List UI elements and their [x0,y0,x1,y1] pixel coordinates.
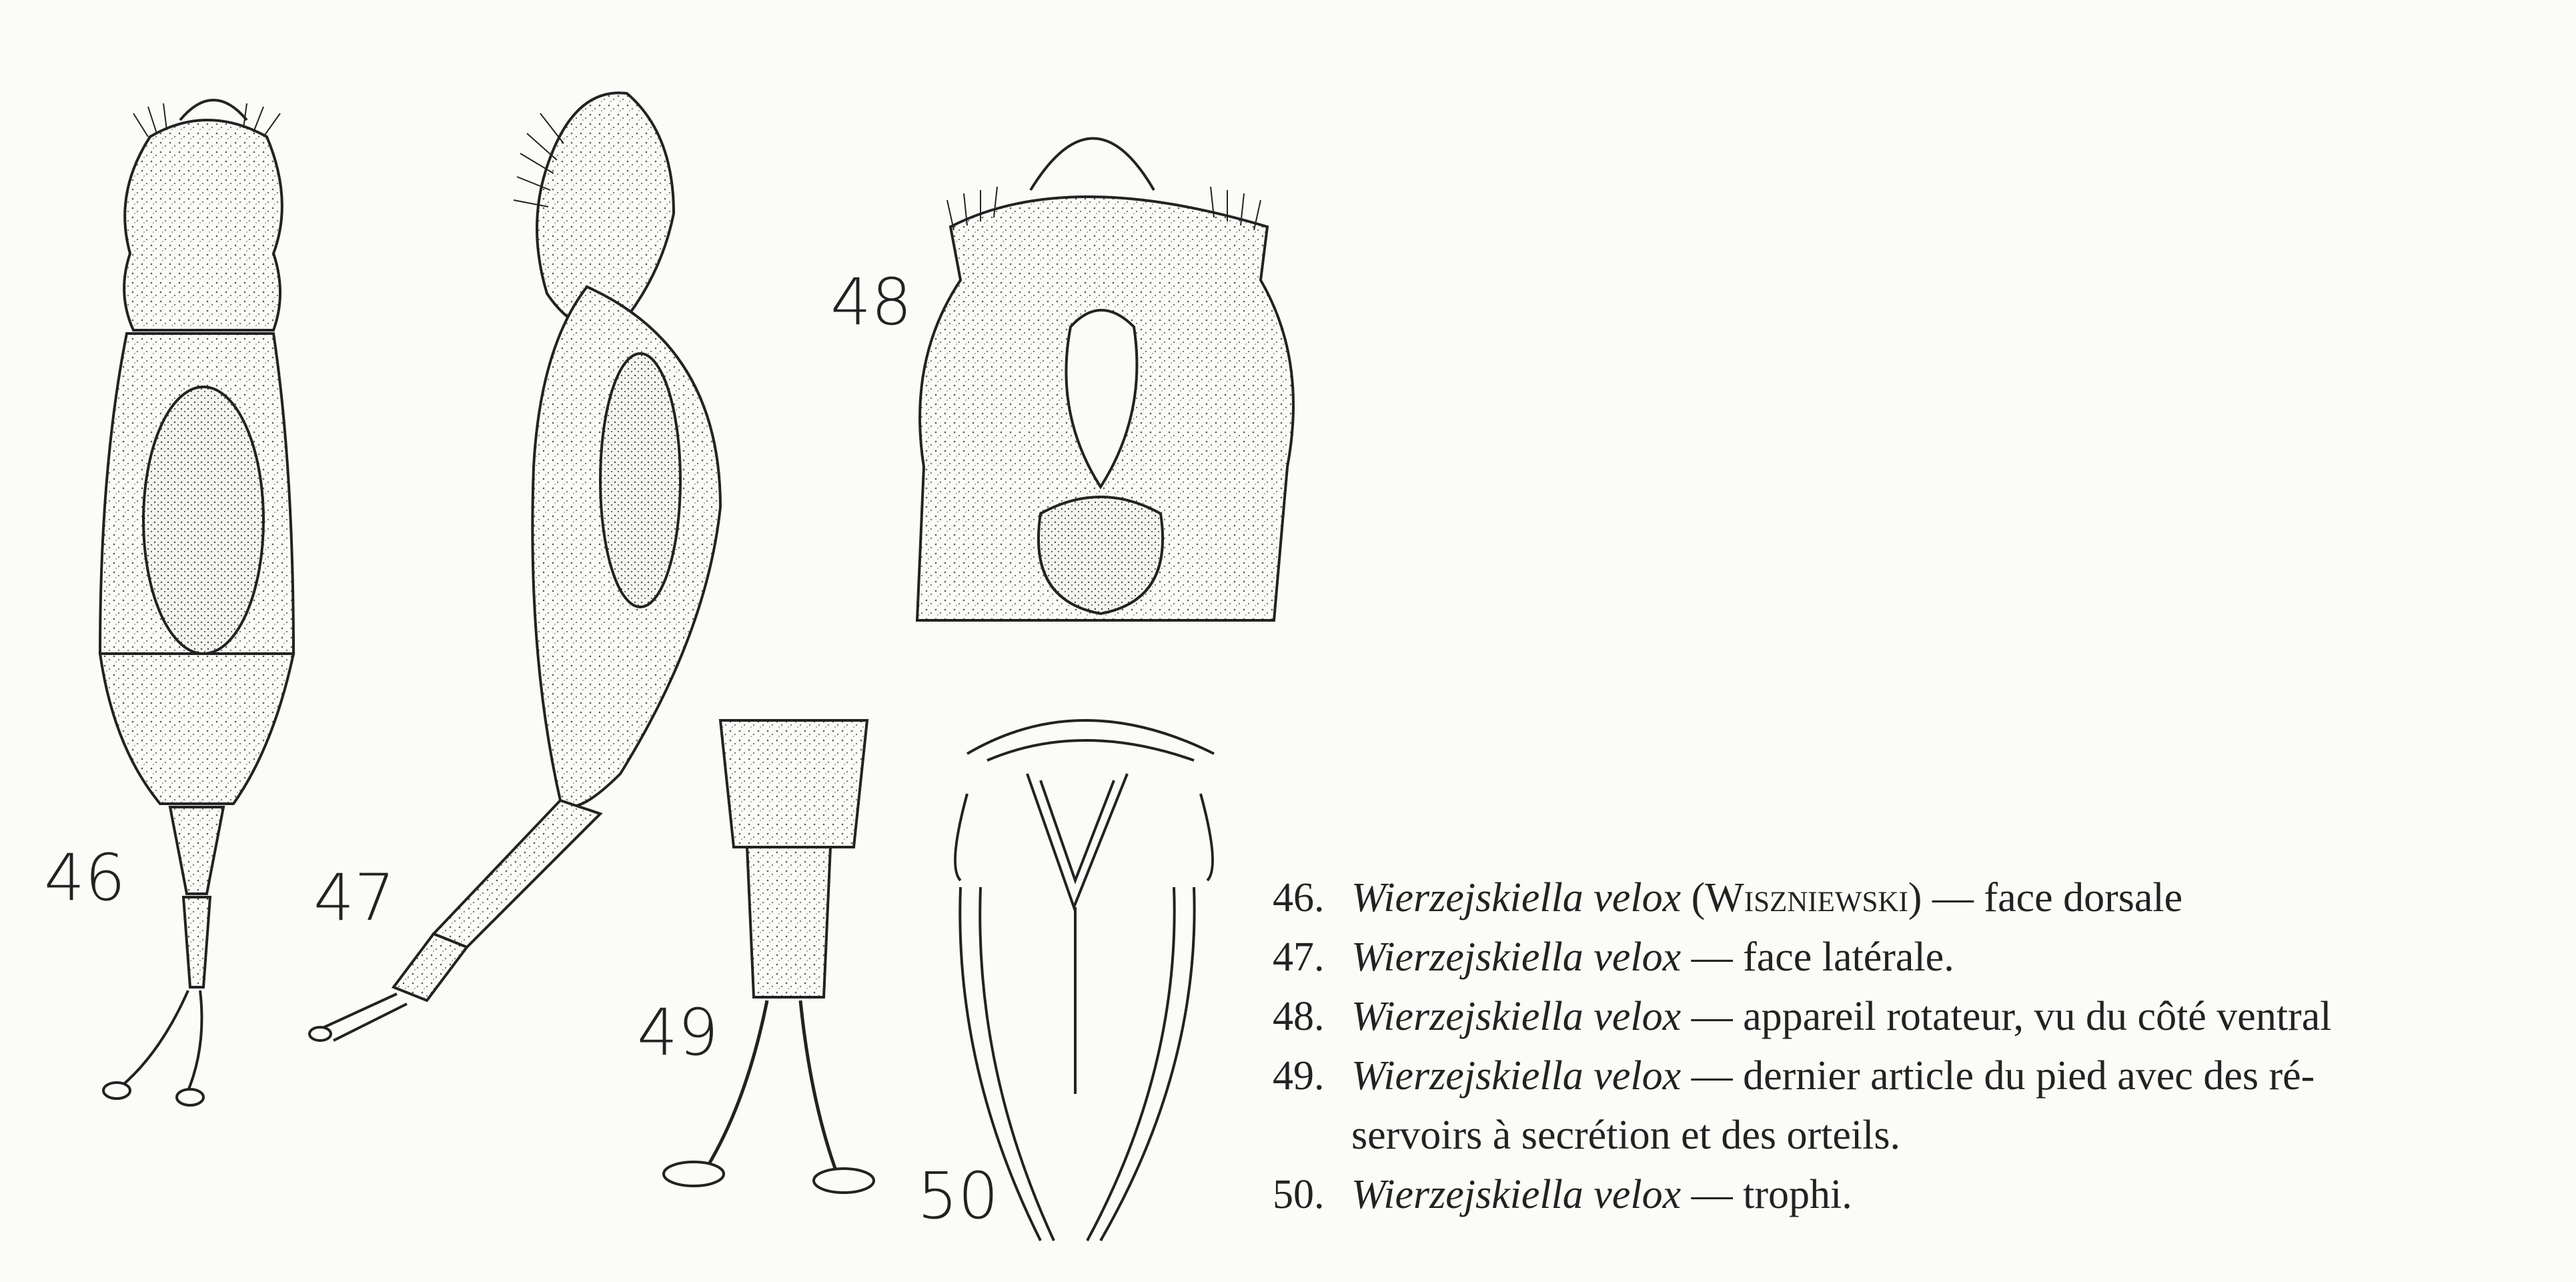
figure-number-47: 47 [313,860,396,935]
author-name: (Wiszniewski) [1691,875,1922,920]
caption-47 [1273,928,2553,987]
caption-number: 47. [1273,934,1325,980]
figure-number-50: 50 [917,1159,999,1233]
caption-text: — appareil rotateur, vu du côté ventral [1681,994,2332,1039]
figure-46-dorsal-view [100,100,293,1105]
caption-48 [1273,987,2553,1047]
caption-number: 50. [1273,1172,1325,1217]
species-name: Wierzejskiella velox [1351,875,1682,920]
species-name: Wierzejskiella velox [1351,994,1682,1039]
caption-number: 46. [1273,875,1325,920]
caption-text: — trophi. [1681,1172,1852,1217]
caption-text: — dernier article du pied avec des ré- [1681,1053,2315,1099]
caption-list [1273,868,2553,1225]
figure-number-48: 48 [830,265,912,340]
caption-text: — face dorsale [1922,875,2183,920]
figure-49-foot-and-toes [664,720,874,1193]
figure-number-46: 46 [44,840,126,915]
caption-number: 48. [1273,994,1325,1039]
caption-46 [1273,868,2553,928]
caption-49-continuation: servoirs à secrétion et des orteils. [1351,1113,1900,1158]
figure-48-rotatory-apparatus [917,139,1293,621]
species-name: Wierzejskiella velox [1351,1172,1682,1217]
caption-number: 49. [1273,1053,1325,1099]
caption-text: — face latérale. [1681,934,1954,980]
caption-50 [1273,1165,2553,1225]
caption-49 [1273,1047,2553,1106]
figure-number-49: 49 [637,995,719,1070]
species-name: Wierzejskiella velox [1351,1053,1682,1099]
species-name: Wierzejskiella velox [1351,934,1682,980]
